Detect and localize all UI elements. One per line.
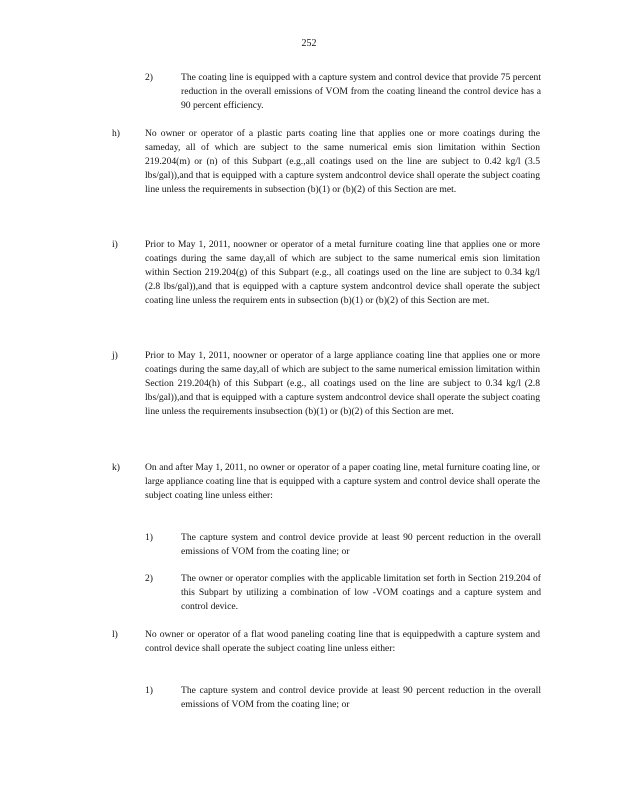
item-text: Prior to May 1, 2011, noowner or operator of a large appliance coating line that applies one or more coatings during the same day,all of which are subject to the same numerical emission limitation within Section 219.204(h) of this Subpart (e.g., all coatings used on the line are subject to 0.34 kg/l (2.8 lbs/gal)),and that is equipped with a capture system andcontrol device shall operate the subject coating line unless the requirements insubsection (b)(1) or (b)(2) of this Section are met.	[145, 350, 540, 417]
item-text: The capture system and control device provide at least 90 percent reduction in the overall emissions of VOM from the coating line; or	[181, 685, 541, 710]
item-text: The owner or operator complies with the applicable limitation set forth in Section 219.204 of this Subpart by utilizing a combination of low -VOM coatings and a capture system and control device.	[181, 573, 541, 612]
item-label: 1)	[145, 685, 153, 696]
item-text: No owner or operator of a flat wood paneling coating line that is equippedwith a capture system and control device shall operate the subject coating line unless either:	[145, 629, 540, 654]
item-text: The coating line is equipped with a capture system and control device that provide 75 percent reduction in the overall emissions of VOM from the coating lineand the control device has a 90 percent efficiency.	[181, 72, 541, 111]
item-text: The capture system and control device provide at least 90 percent reduction in the overall emissions of VOM from the coating line; or	[181, 532, 541, 557]
item-label: j)	[112, 350, 118, 361]
item-label: k)	[112, 462, 120, 473]
item-label: 1)	[145, 532, 153, 543]
page-number: 252	[301, 38, 317, 49]
item-label: 2)	[145, 72, 153, 83]
item-text: Prior to May 1, 2011, noowner or operator of a metal furniture coating line that applies one or more coatings during the same day,all of which are subject to the same numerical emis sion limitation within Section 219.204(g) of this Subpart (e.g., all coatings used on the line are subject to 0.34 kg/l (2.8 lbs/gal)),and that is equipped with a capture system andcontrol device shall operate the subject coating line unless the requirem ents in subsection (b)(1) or (b)(2) of this Section are met.	[145, 239, 540, 306]
item-label: 2)	[145, 573, 153, 584]
item-text: On and after May 1, 2011, no owner or operator of a paper coating line, metal furniture coating line, or large appliance coating line that is equipped with a capture system and control device shall operate the subject coating line unless either:	[145, 462, 540, 501]
item-label: l)	[112, 629, 118, 640]
item-label: i)	[112, 239, 118, 250]
item-text: No owner or operator of a plastic parts coating line that applies one or more coatings during the sameday, all of which are subject to the same numerical emis sion limitation within Section 219.204(m) or (n) of this Subpart (e.g.,all coatings used on the line are subject to 0.42 kg/l (3.5 lbs/gal)),and that is equipped with a capture system andcontrol device shall operate the subject coating line unless the requirements in subsection (b)(1) or (b)(2) of this Section are met.	[145, 128, 540, 195]
item-label: h)	[112, 128, 120, 139]
